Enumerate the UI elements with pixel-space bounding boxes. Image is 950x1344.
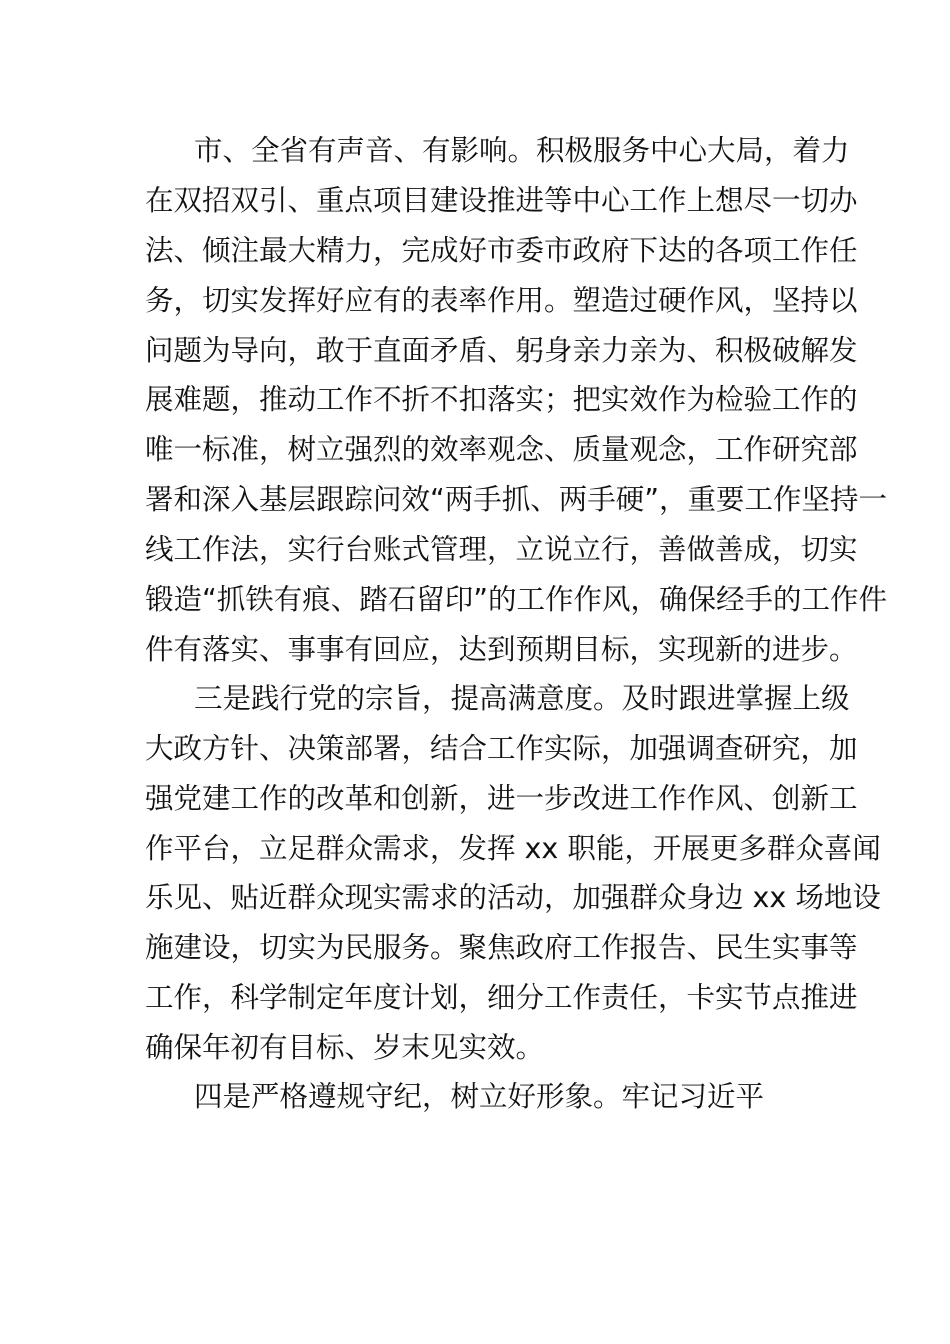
text-line: 确保年初有目标、岁末见实效。 — [145, 1031, 545, 1064]
text-line: 强党建工作的改革和创新，进一步改进工作作风、创新工 — [145, 782, 858, 815]
text-line: 唯一标准，树立强烈的效率观念、质量观念，工作研究部 — [145, 433, 858, 466]
text-line: 作平台，立足群众需求，发挥 xx 职能，开展更多群众喜闻 — [145, 832, 881, 865]
text-line: 线工作法，实行台账式管理，立说立行，善做善成，切实 — [145, 533, 858, 566]
text-line: 四是严格遵规守纪，树立好形象。牢记习近平 — [194, 1080, 765, 1113]
text-line: 件有落实、事事有回应，达到预期目标，实现新的进步。 — [145, 633, 858, 666]
text-line: 法、倾注最大精力，完成好市委市政府下达的各项工作任 — [145, 234, 858, 267]
text-line: 锻造“抓铁有痕、踏石留印”的工作作风，确保经手的工作件 — [145, 583, 888, 616]
text-line: 展难题，推动工作不折不扣落实；把实效作为检验工作的 — [145, 383, 858, 416]
text-line: 署和深入基层跟踪问效“两手抓、两手硬”，重要工作坚持一 — [145, 483, 888, 516]
text-line: 在双招双引、重点项目建设推进等中心工作上想尽一切办 — [145, 184, 858, 217]
text-line: 大政方针、决策部署，结合工作实际，加强调查研究，加 — [145, 732, 858, 765]
text-line: 问题为导向，敢于直面矛盾、躬身亲力亲为、积极破解发 — [145, 334, 858, 367]
text-line: 施建设，切实为民服务。聚焦政府工作报告、民生实事等 — [145, 931, 858, 964]
text-line: 乐见、贴近群众现实需求的活动，加强群众身边 xx 场地设 — [145, 881, 881, 914]
text-line: 务，切实发挥好应有的表率作用。塑造过硬作风，坚持以 — [145, 284, 858, 317]
text-line: 市、全省有声音、有影响。积极服务中心大局，着力 — [194, 134, 850, 167]
text-line: 三是践行党的宗旨，提高满意度。及时跟进掌握上级 — [194, 682, 850, 715]
text-line: 工作，科学制定年度计划，细分工作责任，卡实节点推进 — [145, 981, 858, 1014]
